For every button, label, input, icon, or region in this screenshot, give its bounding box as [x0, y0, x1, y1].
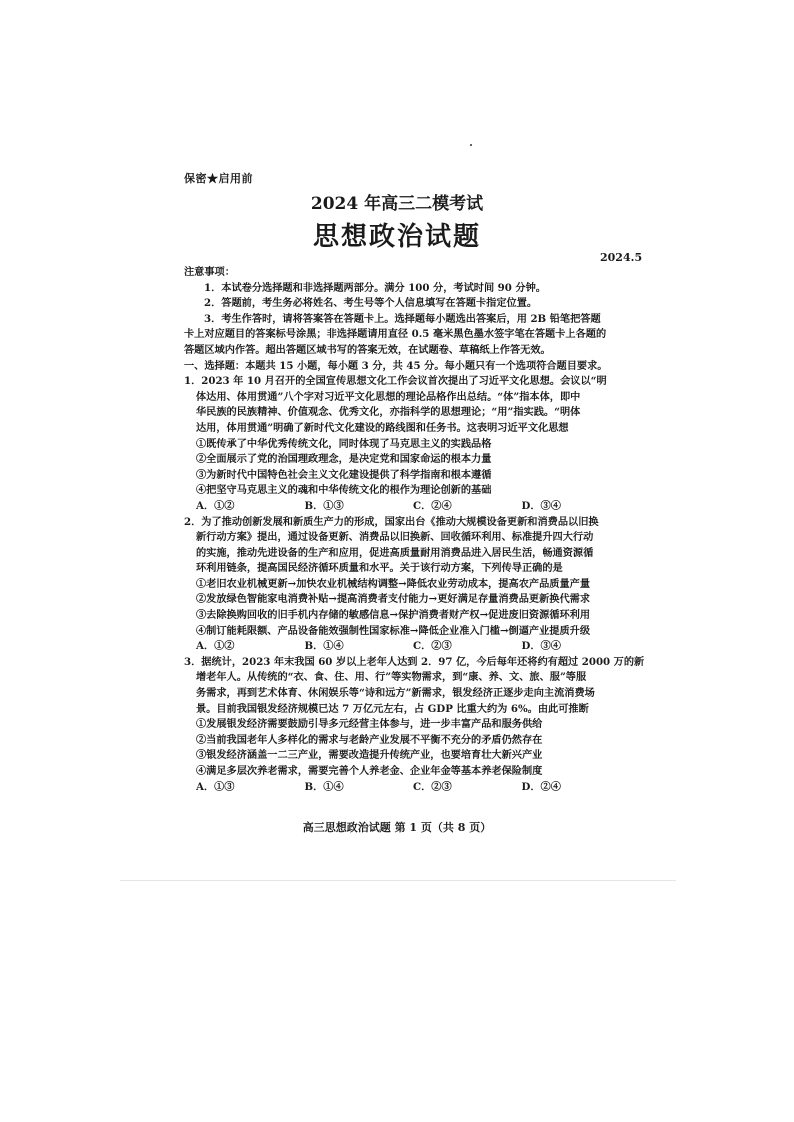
confidential-mark: 保密★启用前 [184, 172, 253, 185]
question-stem-line: 环利用链条，提高国民经济循环质量和水平。关于该行动方案，下列传导正确的是 [196, 562, 563, 575]
question-statement: ①发展银发经济需要鼓励引导多元经营主体参与，进一步丰富产品和服务供给 [196, 718, 543, 731]
notice-item: 3．考生作答时，请将答案答在答题卡上。选择题每小题选出答案后，用 2B 铅笔把答题 [204, 312, 601, 325]
option-c: C．②④ [413, 499, 452, 512]
question-statement: ④制订能耗限额、产品设备能效强制性国家标准→降低企业准入门槛→倒逼产业提质升级 [196, 624, 591, 637]
option-a: A．①③ [196, 780, 235, 793]
notice-item: 答题区域内作答。超出答题区域书写的答案无效，在试题卷、草稿纸上作答无效。 [184, 343, 551, 356]
question-statement: ④满足多层次养老需求，需要完善个人养老金、企业年金等基本养老保险制度 [196, 765, 543, 777]
question-statement: ③银发经济涵盖一二三产业，需要改造提升传统产业，也要培育壮大新兴产业 [196, 749, 543, 762]
question-stem-line: 新行动方案》提出，通过设备更新、消费品以旧换新、回收循环利用、标准提升四大行动 [196, 531, 594, 544]
section-heading: 一、选择题：本题共 15 小题，每小题 3 分，共 45 分。每小题只有一个选项符合题目要求。 [184, 359, 608, 372]
question-2 [184, 515, 630, 655]
question-stem-line: 的实施，推动先进设备的生产和应用，促进高质量耐用消费品进入居民生活，畅通资源循 [196, 546, 594, 559]
question-statement: ②当前我国老年人多样化的需求与老龄产业发展不平衡不充分的矛盾仍然存在 [196, 733, 543, 746]
question-stem-line: 华民族的民族精神、价值观念、优秀文化，亦指科学的思想理论；“用”指实践。“明体 [196, 406, 581, 419]
question-statement: ①既传承了中华优秀传统文化，同时体现了马克思主义的实践品格 [196, 437, 492, 450]
question-3 [184, 655, 645, 795]
option-a: A．①② [196, 499, 235, 512]
option-c: C．②③ [413, 780, 452, 793]
option-b: B．①③ [304, 499, 344, 512]
option-d: D．③④ [521, 640, 561, 653]
page-divider [120, 880, 676, 881]
question-stem-line: 达用，体用贯通”明确了新时代文化建设的路线图和任务书。这表明习近平文化思想 [196, 421, 569, 434]
question-stem-line: 景。目前我国银发经济规模已达 7 万亿元左右，占 GDP 比重大约为 6%。由此可推断 [196, 702, 589, 715]
page-footer: 高三思想政治试题 第 1 页（共 8 页） [302, 821, 492, 834]
question-statement: ④把坚守马克思主义的魂和中华传统文化的根作为理论创新的基础 [196, 484, 492, 497]
notice-item: 1．本试卷分选择题和非选择题两部分。满分 100 分，考试时间 90 分钟。 [204, 281, 546, 294]
question-stem-line: 体达用、体用贯通”八个字对习近平文化思想的理论品格作出总结。“体”指本体，即中 [196, 390, 581, 403]
answer-options [184, 639, 630, 655]
option-c: C．②③ [413, 640, 452, 653]
option-d: D．②④ [521, 780, 561, 793]
answer-options [184, 499, 630, 515]
subject-title: 思想政治试题 [312, 222, 481, 252]
notice-heading: 注意事项： [184, 266, 235, 278]
question-statement: ③去除换购回收的旧手机内存储的敏感信息→保护消费者财产权→促进废旧资源循环利用 [196, 609, 591, 622]
question-stem-line: 增老年人。从传统的“衣、食、住、用、行”等实物需求，到“康、养、文、旅、服”等服 [196, 671, 587, 684]
scan-speck [470, 144, 472, 146]
exam-content [184, 265, 645, 795]
option-a: A．①② [196, 640, 235, 653]
option-b: B．①④ [304, 780, 344, 793]
exam-title: 2024 年高三二模考试 [310, 194, 484, 214]
question-statement: ③为新时代中国特色社会主义文化建设提供了科学指南和根本遵循 [196, 468, 492, 481]
question-stem-line: 务需求，再到艺术体育、休闲娱乐等“诗和远方”新需求，银发经济正逐步走向主流消费场 [196, 687, 595, 700]
question-1 [184, 374, 630, 514]
question-stem-line: 3．据统计，2023 年末我国 60 岁以上老年人达到 2．97 亿，今后每年还将约有超过 2000 万的新 [184, 655, 645, 668]
question-stem-line: 2．为了推动创新发展和新质生产力的形成，国家出台《推动大规模设备更新和消费品以旧换 [184, 515, 599, 528]
question-stem-line: 1．2023 年 10 月召开的全国宣传思想文化工作会议首次提出了习近平文化思想。会议以“明 [184, 375, 607, 388]
option-d: D．③④ [521, 499, 561, 512]
question-statement: ②发放绿色智能家电消费补贴→提高消费者支付能力→更好满足存量消费品更新换代需求 [196, 593, 591, 606]
notice-item: 卡上对应题目的答案标号涂黑；非选择题请用直径 0.5 毫米黑色墨水签字笔在答题卡上各题的 [184, 328, 607, 341]
option-b: B．①④ [304, 640, 344, 653]
exam-date: 2024.5 [600, 251, 643, 264]
answer-options [184, 780, 630, 796]
question-statement: ①老旧农业机械更新→加快农业机械结构调整→降低农业劳动成本，提高农产品质量产量 [196, 577, 591, 590]
question-statement: ②全面展示了党的治国理政理念，是决定党和国家命运的根本力量 [196, 453, 492, 466]
notice-item: 2．答题前，考生务必将姓名、考生号等个人信息填写在答题卡指定位置。 [204, 297, 538, 310]
